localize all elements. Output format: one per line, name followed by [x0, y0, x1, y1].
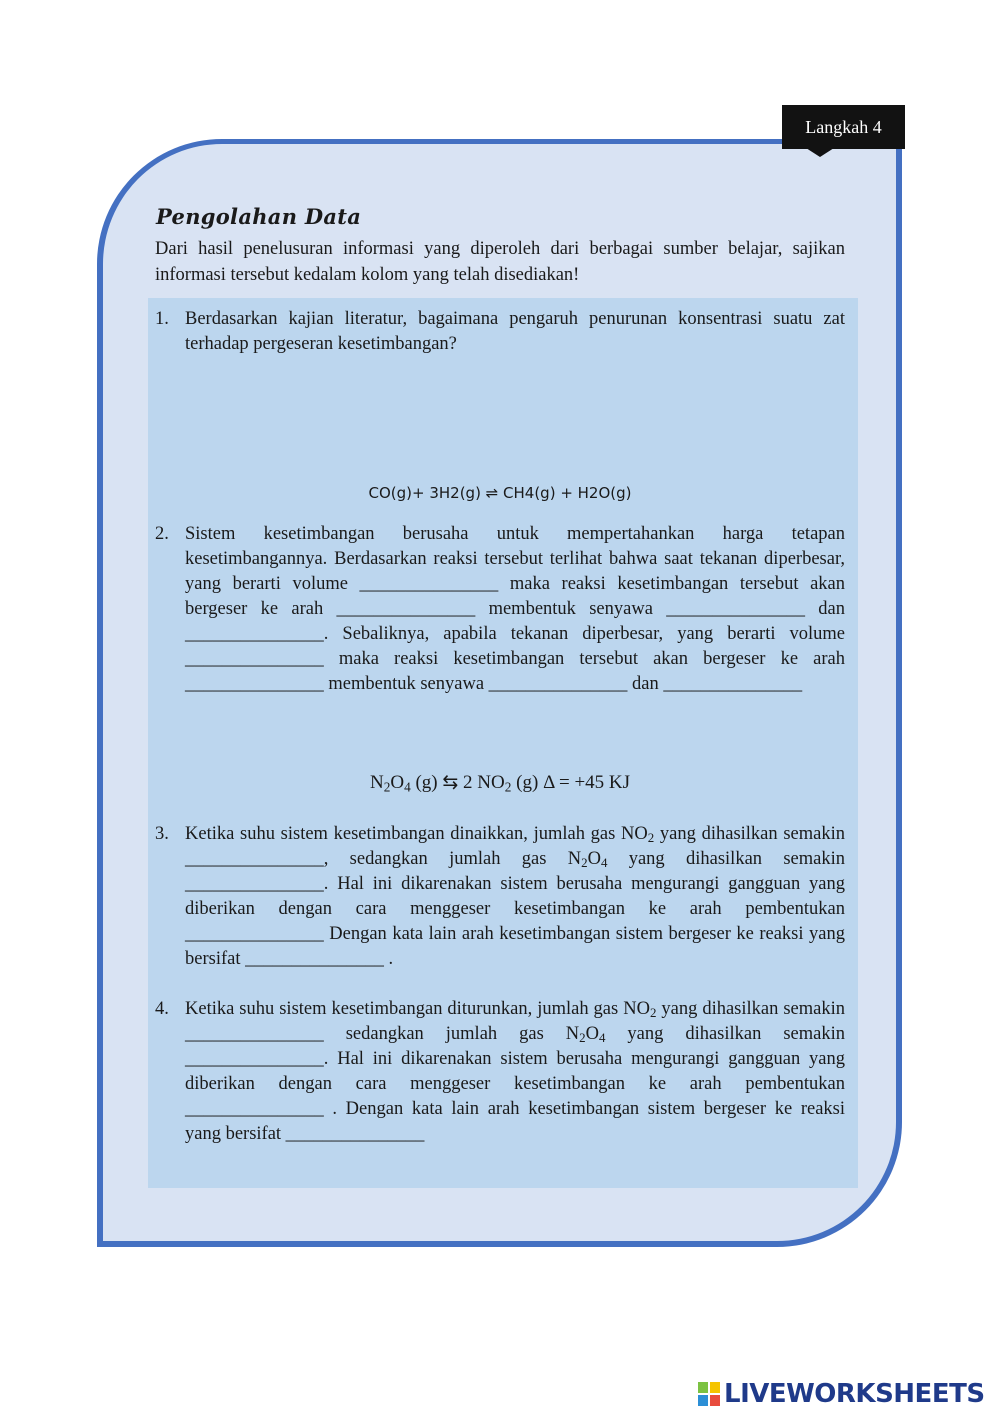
liveworksheets-wordmark: LIVEWORKSHEETS — [724, 1379, 985, 1409]
question-number: 2. — [155, 524, 169, 544]
equation-n2o4: $N_2O_4$ (g) ⇆ 2 $NO_2$ (g) Δ = +45 KJ — [369, 772, 631, 795]
step-badge-pointer — [806, 148, 834, 157]
question-4 — [155, 997, 845, 1147]
step-badge — [782, 105, 905, 149]
question-text: Ketika suhu sistem kesetimbangan dinaikkan, jumlah gas $NO_2$ yang dihasilkan semakin _______________, sedangkan jumlah gas $N_2O_4$ yang dihasilkan semakin _______________. Hal ini dikarenakan sistem berusaha mengurangi gangguan yang diberikan dengan cara menggeser kesetimbangan ke arah pembentukan _______________ Dengan kata lain arah kesetimbangan sistem bergeser ke reaksi yang bersifat _______________ . — [185, 824, 845, 969]
question-number: 1. — [155, 309, 169, 329]
question-1 — [155, 307, 845, 357]
question-number: 3. — [155, 824, 169, 844]
equation-methane: CO(g)+ 3H2(g) ⇌ CH4(g) + H2O(g) — [368, 484, 632, 502]
intro-paragraph: Dari hasil penelusuran informasi yang diperoleh dari berbagai sumber belajar, sajikan informasi tersebut kedalam kolom yang telah disediakan! — [155, 239, 845, 285]
liveworksheets-logo — [698, 1378, 985, 1410]
question-text: Ketika suhu sistem kesetimbangan diturunkan, jumlah gas $NO_2$ yang dihasilkan semakin _______________ sedangkan jumlah gas $N_2O_4$ yang dihasilkan semakin _______________. Hal ini dikarenakan sistem berusaha mengurangi gangguan yang diberikan dengan cara menggeser kesetimbangan ke arah pembentukan _______________ . Dengan kata lain arah kesetimbangan sistem bergeser ke reaksi yang bersifat _______________ — [185, 999, 846, 1144]
liveworksheets-icon — [698, 1382, 720, 1406]
question-text: Berdasarkan kajian literatur, bagaimana pengaruh penurunan konsentrasi suatu zat terhadap pergeseran kesetimbangan? — [185, 309, 845, 354]
section-title: Pengolahan Data — [156, 204, 362, 229]
question-text: Sistem kesetimbangan berusaha untuk mempertahankan harga tetapan kesetimbangannya. Berdasarkan reaksi tersebut terlihat bahwa saat tekanan diperbesar, yang berarti volume _______________ maka reaksi kesetimbangan tersebut akan bergeser ke arah _______________ membentuk senyawa _______________ dan _______________. Sebaliknya, apabila tekanan diperbesar, yang berarti volume _______________ maka reaksi kesetimbangan tersebut akan bergeser ke arah _______________ membentuk senyawa _______________ dan _______________ — [185, 524, 845, 694]
question-2 — [155, 522, 845, 697]
question-number: 4. — [155, 999, 169, 1019]
step-badge-label: Langkah 4 — [805, 116, 882, 137]
question-3 — [155, 822, 845, 972]
